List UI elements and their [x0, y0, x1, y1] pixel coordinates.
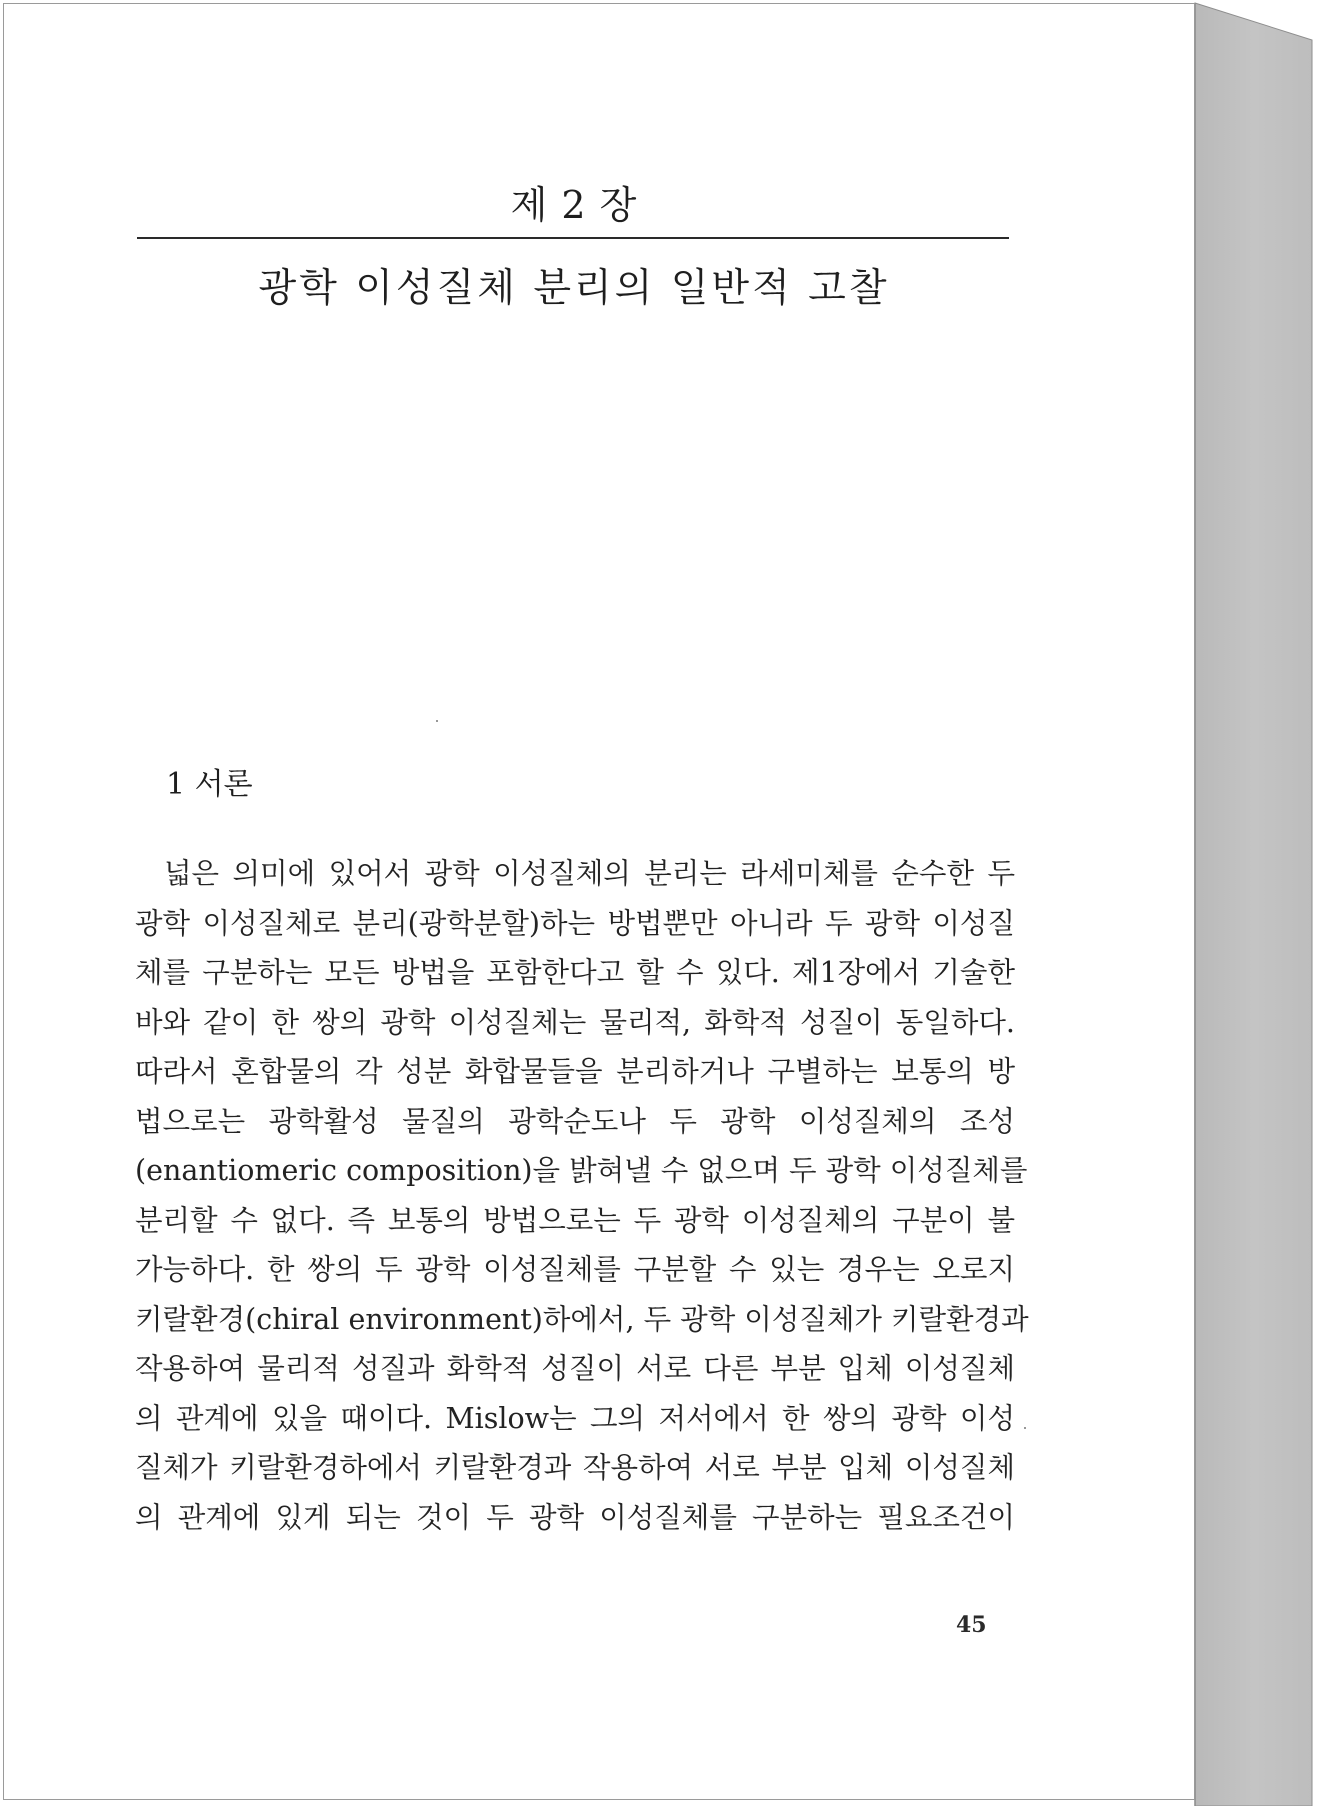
- text-line: 키랄환경(chiral environment)하에서, 두 광학 이성질체가 키랄환경과: [135, 1302, 1029, 1336]
- text-line: 의 관계에 있게 되는 것이 두 광학 이성질체를 구분하는 필요조건이: [135, 1500, 1015, 1534]
- text-line: 질체가 키랄환경하에서 키랄환경과 작용하여 서로 부분 입체 이성질체: [135, 1451, 1015, 1484]
- scan-speck: [1024, 1427, 1026, 1429]
- text-line: 가능하다. 한 쌍의 두 광학 이성질체를 구분할 수 있는 경우는 오로지: [135, 1253, 1015, 1286]
- section-heading: 1 서론: [166, 767, 253, 802]
- title-rule: [137, 237, 1009, 239]
- text-line: 광학 이성질체로 분리(광학분할)하는 방법뿐만 아니라 두 광학 이성질: [135, 906, 1015, 940]
- text-line: 바와 같이 한 쌍의 광학 이성질체는 물리적, 화학적 성질이 동일하다.: [135, 1005, 1015, 1039]
- book-page: [3, 3, 1195, 1800]
- text-line: 의 관계에 있을 때이다. Mislow는 그의 저서에서 한 쌍의 광학 이성: [135, 1401, 1015, 1435]
- text-line: 따라서 혼합물의 각 성분 화합물들을 분리하거나 구별하는 보통의 방: [135, 1055, 1015, 1088]
- scan-speck: [436, 720, 438, 722]
- body-paragraph: [135, 849, 1029, 1542]
- text-line: 넓은 의미에 있어서 광학 이성질체의 분리는 라세미체를 순수한 두: [164, 857, 1015, 890]
- chapter-number: 제 2 장: [510, 183, 638, 227]
- chapter-title: 광학 이성질체 분리의 일반적 고찰: [258, 266, 890, 311]
- text-line: 법으로는 광학활성 물질의 광학순도나 두 광학 이성질체의 조성: [135, 1104, 1015, 1138]
- text-line: 체를 구분하는 모든 방법을 포함한다고 할 수 있다. 제1장에서 기술한: [135, 956, 1015, 989]
- text-line: (enantiomeric composition)을 밝혀낼 수 없으며 두 광학 이성질체를: [135, 1154, 1028, 1187]
- text-line: 분리할 수 없다. 즉 보통의 방법으로는 두 광학 이성질체의 구분이 불: [135, 1203, 1015, 1237]
- page-number: 45: [956, 1612, 987, 1638]
- text-line: 작용하여 물리적 성질과 화학적 성질이 서로 다른 부분 입체 이성질체: [135, 1352, 1015, 1385]
